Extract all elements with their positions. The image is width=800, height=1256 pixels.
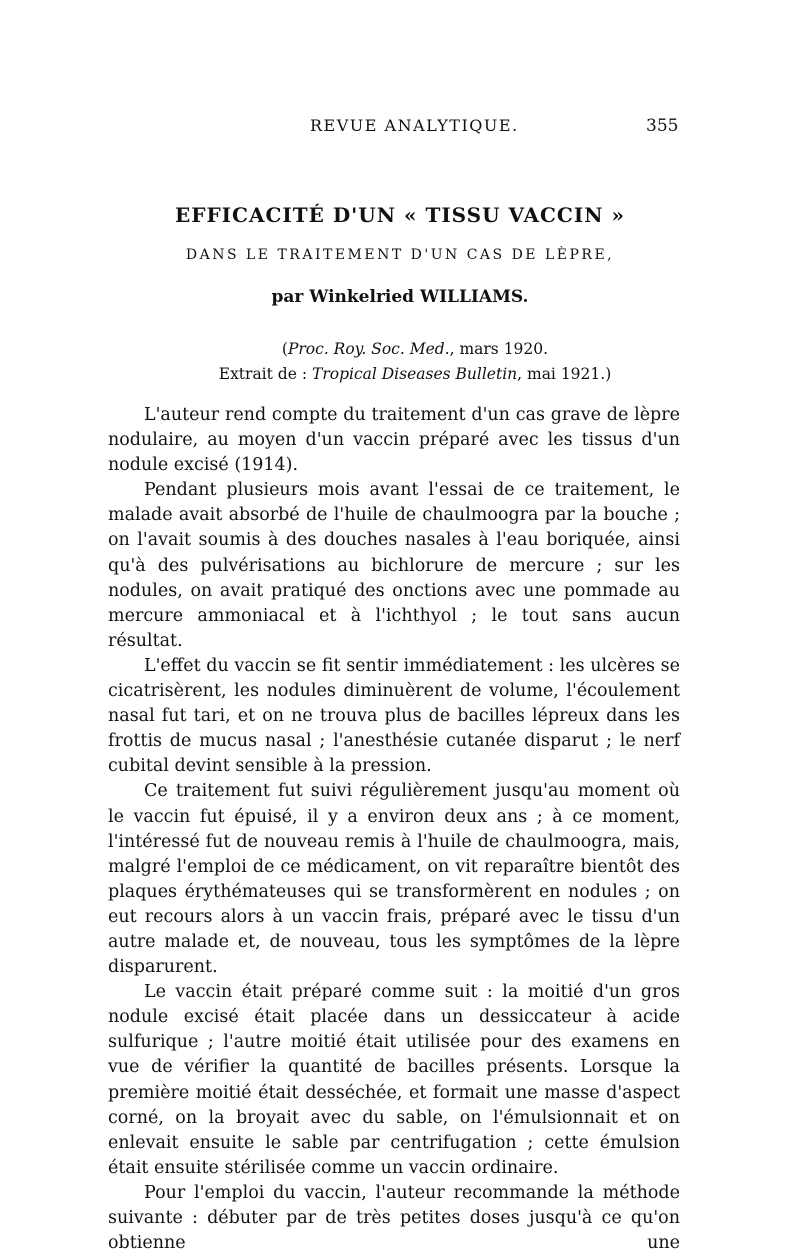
paragraph-6: Pour l'emploi du vaccin, l'auteur recommande la méthode suivante : débuter par de très petites doses jusqu'à ce qu'on obtienne une (108, 1182, 680, 1254)
source-citation (0, 337, 800, 387)
source-journal-2: Tropical Diseases Bulletin (311, 365, 518, 383)
running-header (0, 116, 800, 140)
article-byline: par Winkelried WILLIAMS. (271, 287, 529, 307)
paragraph-2: Pendant plusieurs mois avant l'essai de ce traitement, le malade avait absorbé de l'huile de chaulmoogra par la bouche ; on l'avait soumis à des douches nasales à l'eau boriquée, ainsi qu'à des pulvérisations au bichlorure de mercure ; sur les nodules, on avait pratiqué des onctions avec une pommade au mercure ammoniacal et à l'ichthyol ; le tout sans aucun résultat. (108, 480, 680, 651)
source-journal-1: Proc. Roy. Soc. Med. (287, 340, 450, 358)
source-date-2: , mai 1921.) (517, 365, 612, 383)
paragraph-3: L'effet du vaccin se fit sentir immédiatement : les ulcères se cicatrisèrent, les nodules diminuèrent de volume, l'écoulement nasal fut tari, et on ne trouva plus de bacilles lépreux dans les frottis de mucus nasal ; l'anesthésie cutanée disparut ; le nerf cubital devint sensible à la pression. (108, 655, 680, 777)
article-subtitle: DANS LE TRAITEMENT D'UN CAS DE LÈPRE, (185, 247, 615, 263)
source-prefix-2: Extrait de : (218, 365, 312, 383)
page-number: 355 (646, 116, 679, 136)
source-open: ( (281, 340, 288, 358)
running-title: REVUE ANALYTIQUE. (310, 116, 519, 135)
article-title: EFFICACITÉ D'UN « TISSU VACCIN » (175, 203, 625, 227)
paragraph-1: L'auteur rend compte du traitement d'un cas grave de lèpre nodulaire, au moyen d'un vaccin préparé avec les tissus d'un nodule excisé (1914). (108, 405, 680, 476)
article-body (108, 403, 680, 1256)
paragraph-4: Ce traitement fut suivi régulièrement jusqu'au moment où le vaccin fut épuisé, il y a environ deux ans ; à ce moment, l'intéressé fut de nouveau remis à l'huile de chaulmoogra, mais, malgré l'emploi de ce médicament, on vit reparaître bientôt des plaques érythémateuses qui se transformèrent en nodules ; on eut recours alors à un vaccin frais, préparé avec le tissu d'un autre malade et, de nouveau, tous les symptômes de la lèpre disparurent. (108, 781, 680, 978)
source-date-1: , mars 1920. (449, 340, 549, 358)
source-line-2 (0, 362, 800, 387)
paragraph-5: Le vaccin était préparé comme suit : la moitié d'un gros nodule excisé était placée dans un dessiccateur à acide sulfurique ; l'autre moitié était utilisée pour des examens en vue de vérifier la quantité de bacilles présents. Lorsque la première moitié était desséchée, et formait une masse d'aspect corné, on la broyait avec du sable, on l'émulsionnait et on enlevait ensuite le sable par centrifugation ; cette émulsion était ensuite stérilisée comme un vaccin ordinaire. (108, 982, 680, 1178)
source-line-1 (0, 337, 800, 362)
